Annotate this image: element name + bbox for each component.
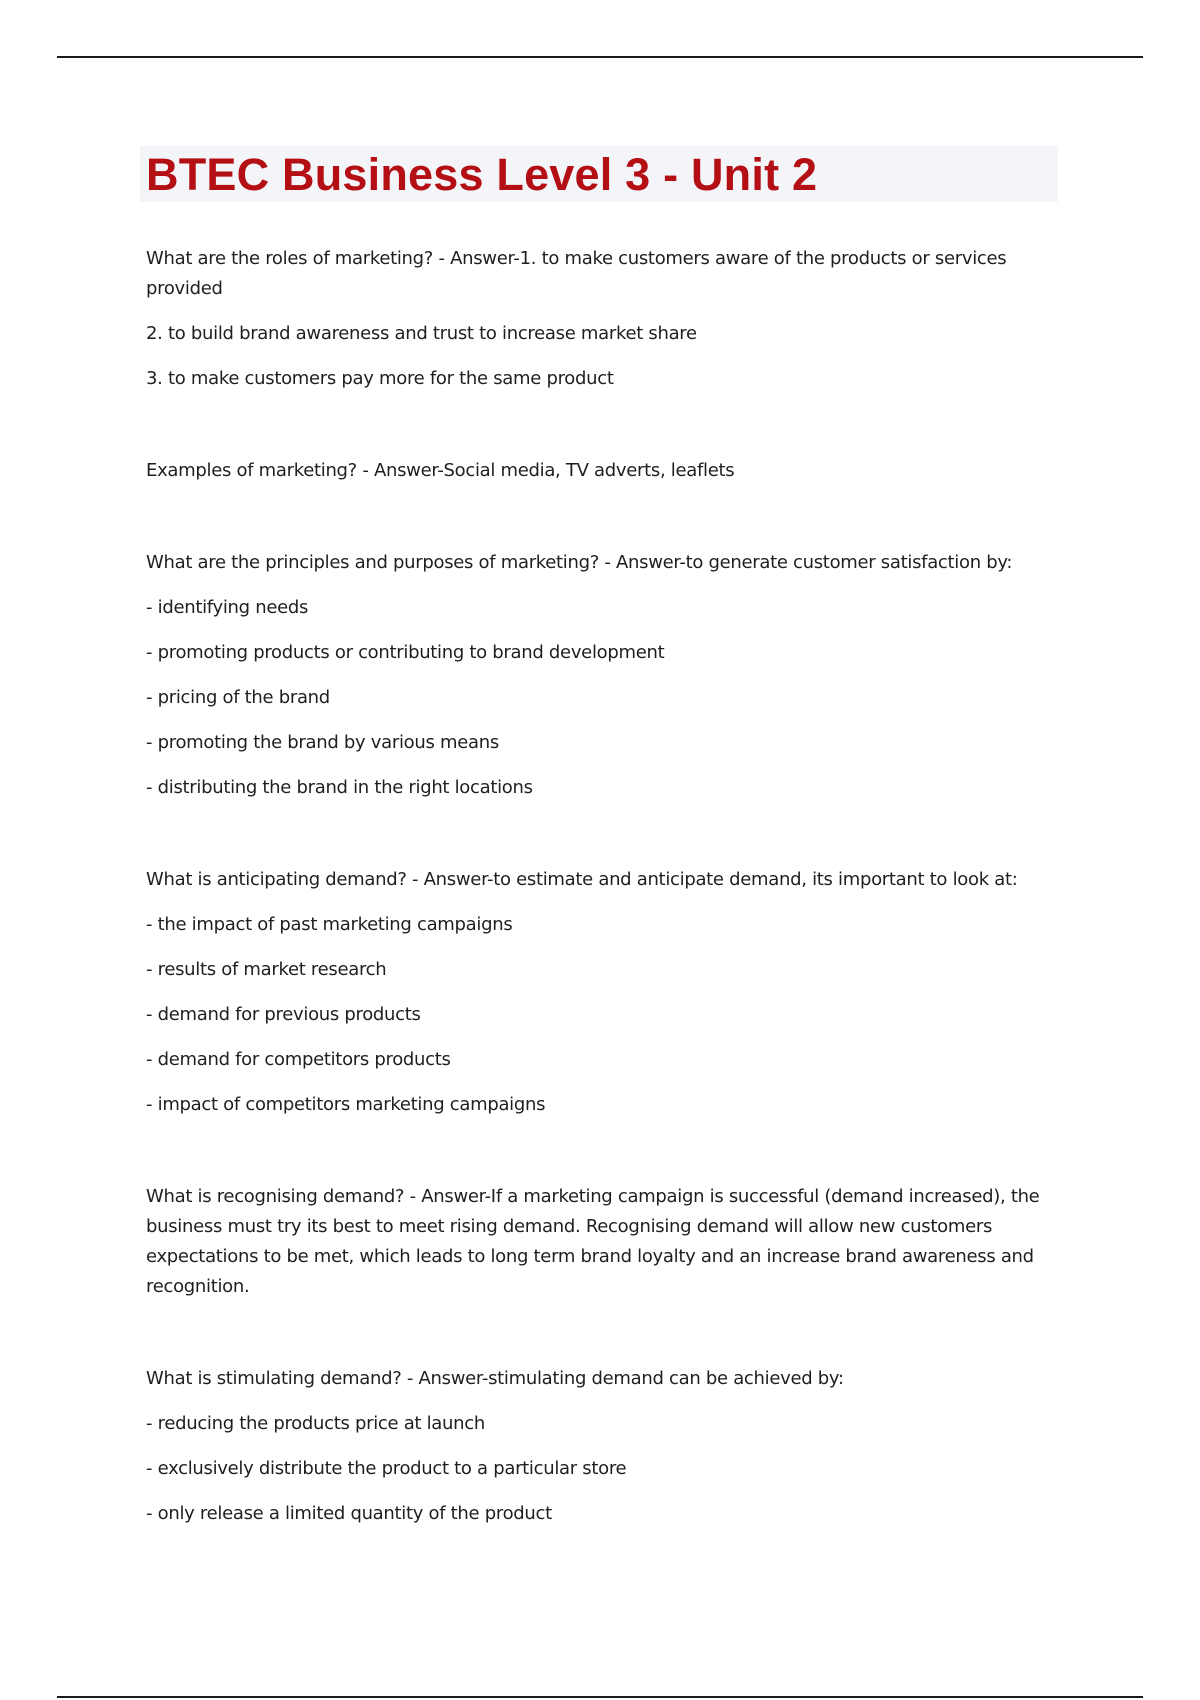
qa-item-recognising-demand: [140, 1182, 1058, 1302]
qa-item-roles-of-marketing: [140, 244, 1058, 394]
qa-answer-line: - promoting products or contributing to brand development: [146, 642, 665, 663]
qa-question: What is anticipating demand? - Answer-to estimate and anticipate demand, its important to look at:: [146, 869, 1018, 890]
top-page-rule: [57, 56, 1143, 58]
qa-question: What is recognising demand? - Answer-If a marketing campaign is successful (demand increased), the business must try its best to meet rising demand. Recognising demand will allow new customers expectations to be met, which leads to long term brand loyalty and an increase brand awareness and recognition.: [146, 1186, 1040, 1297]
qa-answer-line: 2. to build brand awareness and trust to increase market share: [146, 323, 697, 344]
qa-answer-line: - only release a limited quantity of the product: [146, 1503, 552, 1524]
qa-question: Examples of marketing? - Answer-Social media, TV adverts, leaflets: [146, 460, 735, 481]
qa-item-stimulating-demand: [140, 1364, 1058, 1529]
document-page: [140, 146, 1058, 1591]
qa-item-anticipating-demand: [140, 865, 1058, 1120]
document-title: BTEC Business Level 3 - Unit 2: [146, 148, 818, 200]
qa-item-principles-purposes: [140, 548, 1058, 803]
qa-answer-line: - exclusively distribute the product to a particular store: [146, 1458, 627, 1479]
qa-answer-line: - identifying needs: [146, 597, 309, 618]
title-band: [140, 146, 1058, 202]
qa-answer-line: - promoting the brand by various means: [146, 732, 499, 753]
qa-answer-line: - results of market research: [146, 959, 387, 980]
qa-answer-line: - distributing the brand in the right locations: [146, 777, 533, 798]
bottom-page-rule: [57, 1696, 1143, 1698]
qa-answer-line: - demand for competitors products: [146, 1049, 451, 1070]
qa-answer-line: - reducing the products price at launch: [146, 1413, 485, 1434]
qa-question: What are the principles and purposes of marketing? - Answer-to generate customer satisfaction by:: [146, 552, 1013, 573]
qa-item-examples-of-marketing: [140, 456, 1058, 486]
qa-answer-line: 3. to make customers pay more for the same product: [146, 368, 614, 389]
qa-question: What are the roles of marketing? - Answer-1. to make customers aware of the products or services provided: [146, 248, 1007, 299]
qa-answer-line: - impact of competitors marketing campaigns: [146, 1094, 546, 1115]
qa-answer-line: - the impact of past marketing campaigns: [146, 914, 513, 935]
qa-question: What is stimulating demand? - Answer-stimulating demand can be achieved by:: [146, 1368, 844, 1389]
qa-answer-line: - demand for previous products: [146, 1004, 421, 1025]
qa-answer-line: - pricing of the brand: [146, 687, 330, 708]
